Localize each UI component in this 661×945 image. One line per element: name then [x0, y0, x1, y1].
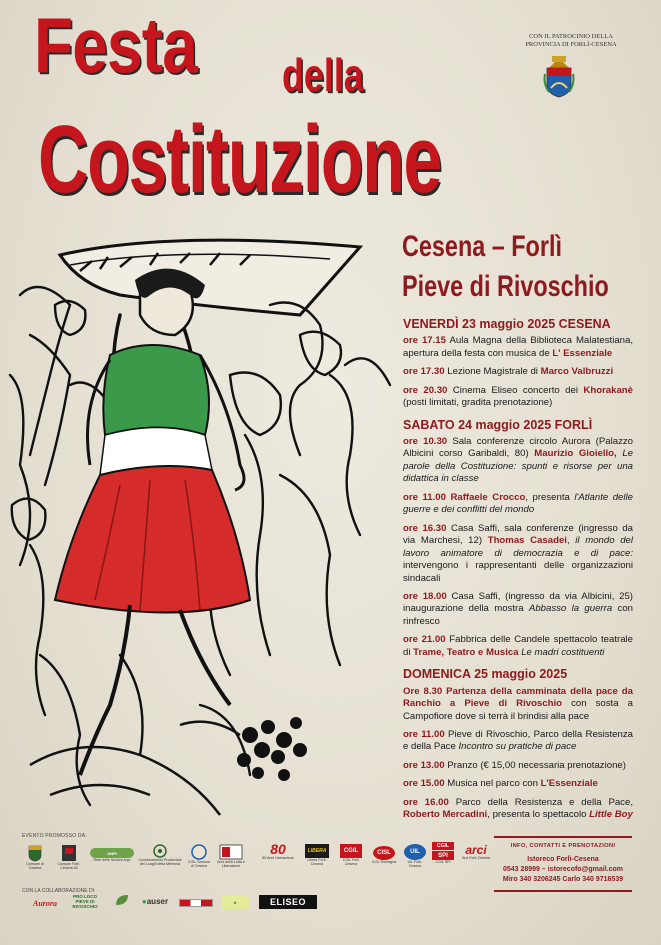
event-italic: Little Boy [589, 809, 633, 821]
uil-badge: UIL [404, 844, 426, 860]
event-time: Ore 8.30 [403, 685, 443, 697]
event-after: , [566, 535, 576, 547]
logo-luoghi-memoria [138, 844, 182, 867]
cisl-badge: CISL [373, 846, 395, 860]
auser-text: auser [146, 897, 169, 906]
info-bottom-rule [494, 890, 632, 892]
spi-badge: SPI [432, 851, 454, 860]
event-after2: intervengono i rappresentanti delle organizzazioni sindacali [403, 560, 633, 584]
libera-badge: LIBERA [305, 844, 329, 858]
event-after2: con rinfresco [403, 603, 633, 627]
event-italic: Le parole della Costituzione: spunti e risorse per una didattica in classe [403, 448, 633, 485]
day-heading: VENERDÌ 23 maggio 2025 CESENA [403, 317, 611, 331]
logo-caption: Arci Forlì-Cesena [462, 856, 490, 860]
patronage-line2: PROVINCIA DI FORLÌ-CESENA [525, 41, 617, 49]
event-after: , presenta [525, 491, 575, 503]
event-item [403, 760, 633, 772]
logo-caption: CGIL SPI [435, 860, 451, 864]
event-after: , presenta lo spettacolo [487, 809, 590, 821]
event-item [403, 335, 633, 360]
logo-caption: Comune Forlì-Cesena 45 [57, 862, 81, 870]
event-italic: Le madri costituenti [521, 646, 605, 658]
event-bold: L'Essenziale [540, 778, 598, 790]
cgil-badge: CGIL [340, 844, 362, 858]
info-title: INFO, CONTATTI E PRENOTAZIONI [510, 843, 616, 849]
aurora-mark: Aurora [32, 899, 57, 908]
book-icon [219, 844, 243, 860]
stripe-logo [179, 899, 213, 907]
event-time: ore 16.30 [403, 522, 447, 534]
event-bold: L' Essenziale [552, 347, 613, 359]
proloco-mark: PRO LOCO PIEVE DI RIVOSCHIO [72, 894, 98, 909]
event-bold: Thomas Casadei [487, 535, 567, 547]
event-bold: Roberto Mercadini [403, 809, 488, 821]
event-item [403, 492, 633, 517]
event-time: ore 20.30 [403, 384, 448, 396]
arci-mark: arci [465, 843, 487, 857]
event-text: Sala conferenze circolo Aurora (Palazzo Albicini corso Garibaldi, 80) [403, 435, 633, 460]
event-italic: Abbasso la guerra [528, 603, 613, 615]
event-text: Pranzo (€ 15,00 necessaria prenotazione) [447, 759, 626, 771]
logo-caption: CISL Romagna [371, 860, 397, 864]
info-box [494, 836, 632, 892]
logo-arci [460, 844, 492, 861]
event-text: Cinema Eliseo concerto dei [452, 384, 584, 396]
event-after: con sosta a Campofiore dove si terrà il brindisi alla pace [403, 698, 633, 722]
event-text: Lezione Magistrale di [447, 366, 541, 378]
event-time: ore 16.00 [403, 796, 449, 808]
event-bold: Raffaele Crocco [450, 491, 526, 503]
location-line2: Pieve di Rivoschio [402, 270, 609, 303]
logo-aiteco [178, 899, 214, 907]
title-costituzione: Costituzione [38, 106, 441, 213]
cgil-badge: CGIL [432, 842, 454, 850]
day-heading: SABATO 24 maggio 2025 FORLÌ [403, 417, 593, 432]
logo-libera [302, 844, 332, 867]
leaf-icon [114, 893, 130, 907]
event-after: (posti limitati, gradita prenotazione) [403, 397, 553, 409]
promoted-by-label: EVENTO PROMOSSO DA: [22, 833, 87, 839]
logo-caption: CGIL Forlì Cesena [342, 858, 360, 866]
event-bold: Trame, Teatro e Musica [413, 646, 519, 658]
logo-sezione-cesena [186, 844, 212, 869]
info-top-rule [494, 836, 632, 838]
location-line1: Cesena – Forlì [402, 230, 562, 263]
logo-anni-lotta [216, 844, 246, 869]
event-italic: l'Atlante delle guerre e dei conflitti del mondo [403, 491, 633, 516]
promoter-logos [22, 842, 492, 882]
event-bold: Khorakanè [583, 384, 634, 396]
anpi-badge: ANPI [90, 848, 134, 858]
logo-caption: 80 Anni Liberazione [262, 856, 294, 860]
event-time: ore 11.00 [403, 491, 446, 503]
event-item [403, 523, 633, 585]
logo-caption: Coordinamento Provinciale dei Luoghi della Memoria [138, 858, 182, 866]
event-item [403, 686, 633, 723]
logo-auser [138, 897, 172, 906]
event-text: Aula Magna della Biblioteca Malatestiana, apertura della festa con musica de [403, 335, 634, 359]
logo-caption: Anni della Lotta e Liberazione [217, 860, 245, 868]
collab-logos [22, 893, 332, 919]
program [403, 316, 633, 828]
title-festa: Festa [34, 1, 197, 89]
title-della: della [282, 49, 364, 101]
event-item [403, 436, 633, 486]
logo-cgil [338, 844, 364, 867]
logo-comune-cesena [22, 844, 48, 871]
event-item [403, 366, 633, 378]
logo-caption: CGIL Sezione di Cesena [187, 860, 211, 868]
patronage-text [512, 33, 630, 49]
logo-aurora [28, 899, 62, 908]
day-heading: DOMENICA 25 maggio 2025 [403, 667, 568, 682]
event-text: Casa Saffi, (ingresso da via Albicini, 25) inaugurazione della mostra [403, 591, 633, 615]
logo-proloco [66, 895, 104, 910]
liberation-illustration [0, 235, 400, 820]
event-time: ore 13.00 [403, 759, 445, 771]
eighty-mark: 80 [270, 841, 286, 857]
event-item [403, 385, 633, 410]
logo-caption: Libera Forlì-Cesena [307, 858, 327, 866]
event-time: ore 18.00 [403, 591, 447, 602]
logo-eliseo [258, 895, 318, 909]
event-time: ore 17.15 [403, 335, 446, 347]
flag-icon [61, 844, 77, 862]
event-text: Pieve di Rivoschio, Parco della Resistenza e della Pace [403, 729, 633, 753]
event-bold: Maurizio Gioiello, [534, 448, 617, 460]
logo-comune-fc [56, 844, 82, 871]
info-contact[interactable]: 0543 28999 – istorecofo@gmail.com [502, 866, 624, 874]
event-item [403, 778, 633, 790]
logo-cgil-spi [430, 842, 456, 865]
logo-caption: UIL Forlì-Cesena [407, 860, 423, 868]
event-time: ore 17.30 [403, 366, 445, 378]
event-italic: il mondo del lavoro animatore di democrazia e di pace: [403, 535, 633, 559]
event-italic: Incontro su pratiche di pace [458, 741, 577, 753]
event-time: ore 15.00 [403, 778, 445, 790]
logo-80-anni [254, 842, 302, 861]
event-item [403, 634, 633, 659]
seal-icon [190, 844, 208, 860]
circle-emblem-icon [153, 844, 167, 858]
event-bold: Marco Valbruzzi [540, 366, 614, 378]
province-crest-icon [543, 54, 575, 98]
dire-fare-badge: ♣ [221, 895, 249, 909]
logo-cisl [370, 846, 398, 865]
event-item [403, 591, 633, 628]
logo-caption: Rete delle Sezioni Anpi [93, 858, 131, 862]
crest-icon [28, 844, 42, 862]
event-time: ore 10.30 [403, 435, 448, 447]
collab-label: CON LA COLLABORAZIONE DI: [22, 888, 96, 894]
logo-uil [402, 844, 428, 869]
event-text: Musica nel parco con [447, 778, 541, 790]
logo-centro-cultura [108, 893, 136, 907]
info-org: Istoreco Forlì-Cesena [527, 856, 599, 863]
event-time: ore 11.00 [403, 729, 445, 740]
event-time: ore 21.00 [403, 634, 446, 646]
logo-dire-fare [220, 895, 250, 909]
event-bold: Partenza della camminata della pace da Ranchio a Pieve di Rivoschio [403, 685, 633, 710]
event-text: Casa Saffi, sala conferenze (ingresso da via Marchesi, 12) [403, 522, 634, 547]
event-text: Fabbrica delle Candele spettacolo teatrale di [403, 634, 633, 658]
event-item [403, 797, 633, 822]
logo-anpi [88, 848, 136, 863]
event-text: Parco della Resistenza e della Pace, [455, 796, 633, 808]
auser-mark: ● auser [141, 897, 169, 906]
info-phones[interactable]: Miro 340 3206245 Carlo 340 9716539 [502, 876, 624, 884]
logo-caption: Comune di Cesena [26, 862, 44, 870]
event-item [403, 729, 633, 754]
eliseo-badge: ELISEO [259, 895, 317, 909]
patronage-line1: CON IL PATROCINIO DELLA [529, 33, 613, 40]
